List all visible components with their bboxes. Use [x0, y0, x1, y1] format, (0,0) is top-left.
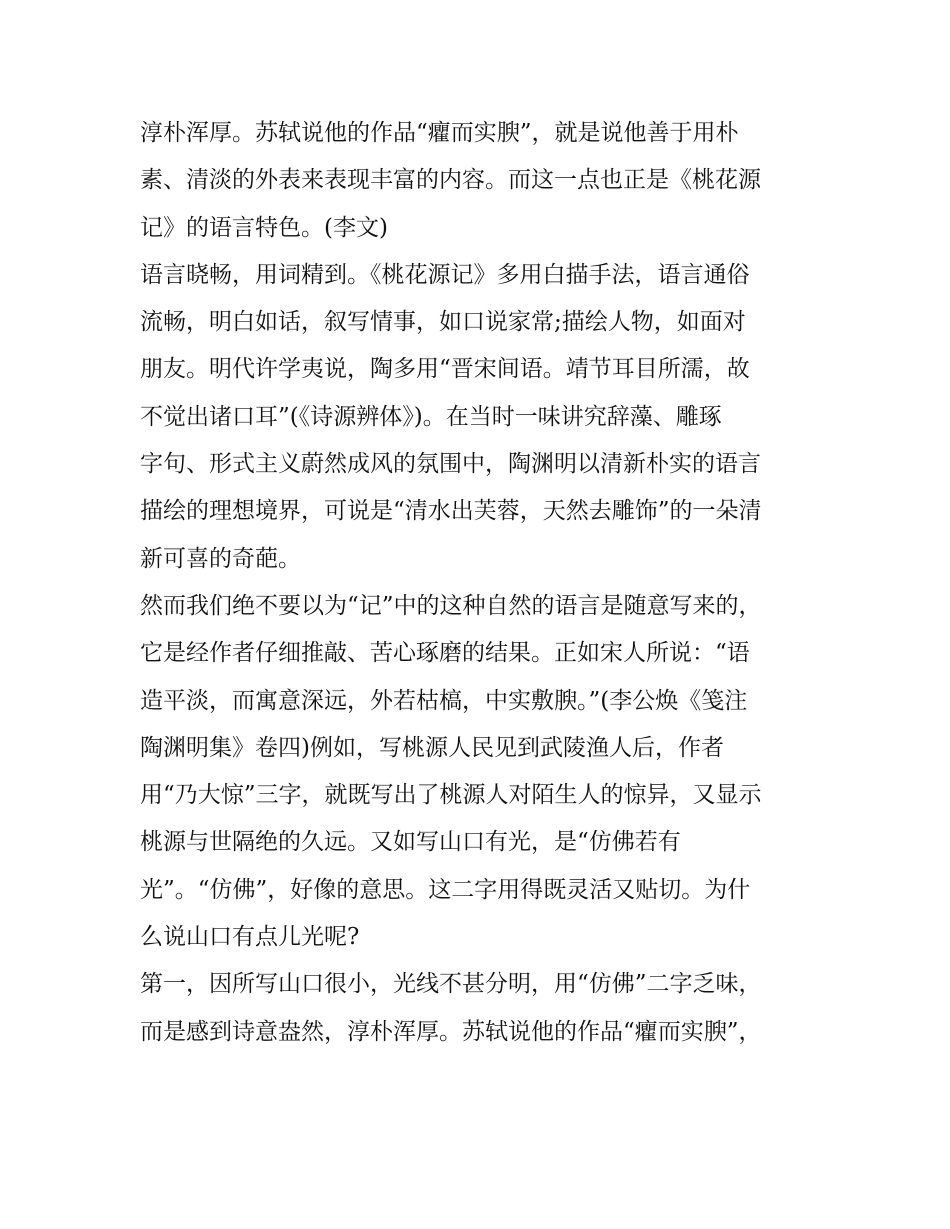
text-line: 新可喜的奇葩。	[140, 545, 301, 572]
text-line: 它是经作者仔细推敲、苦心琢磨的结果。正如宋人所说：“语	[140, 640, 750, 667]
text-line: 描绘的理想境界，可说是“清水出芙蓉，天然去雕饰”的一朵清	[140, 498, 762, 525]
text-line: 第一，因所写山口很小，光线不甚分明，用“仿佛”二字乏味，	[140, 971, 762, 998]
text-line: 然而我们绝不要以为“记”中的这种自然的语言是随意写来的，	[140, 592, 762, 619]
document-page	[140, 110, 830, 1056]
text-line: 朋友。明代许学夷说，陶多用“晋宋间语。靖节耳目所濡，故	[140, 356, 750, 383]
text-line: 陶渊明集》卷四)例如，写桃源人民见到武陵渔人后，作者	[140, 734, 724, 761]
text-line: 桃源与世隔绝的久远。又如写山口有光，是“仿佛若有	[140, 829, 681, 856]
text-line: 淳朴浑厚。苏轼说他的作品“癯而实腴”，就是说他善于用朴	[140, 120, 739, 146]
text-line: 流畅，明白如话，叙写情事，如口说家常;描绘人物，如面对	[140, 309, 746, 336]
text-line: 素、清淡的外表来表现丰富的内容。而这一点也正是《桃花源	[140, 167, 761, 194]
text-line: 字句、形式主义蔚然成风的氛围中，陶渊明以清新朴实的语言	[140, 451, 761, 478]
text-line: 光”。“仿佛”，好像的意思。这二字用得既灵活又贴切。为什	[140, 876, 751, 903]
text-line: 语言晓畅，用词精到。《桃花源记》多用白描手法，语言通俗	[140, 261, 750, 288]
text-line: 造平淡，而寓意深远，外若枯槁，中实敷腴。”(李公焕《笺注	[140, 687, 748, 714]
text-line: 么说山口有点儿光呢?	[140, 924, 360, 951]
text-line: 不觉出诸口耳”(《诗源辨体》)。在当时一味讲究辞藻、雕琢	[140, 403, 722, 430]
text-line: 用“乃大惊”三字，就既写出了桃源人对陌生人的惊异，又显示	[140, 782, 762, 809]
text-line: 而是感到诗意盎然，淳朴浑厚。苏轼说他的作品“癯而实腴”，	[140, 1018, 762, 1045]
text-line: 记》的语言特色。(李文)	[140, 214, 388, 241]
